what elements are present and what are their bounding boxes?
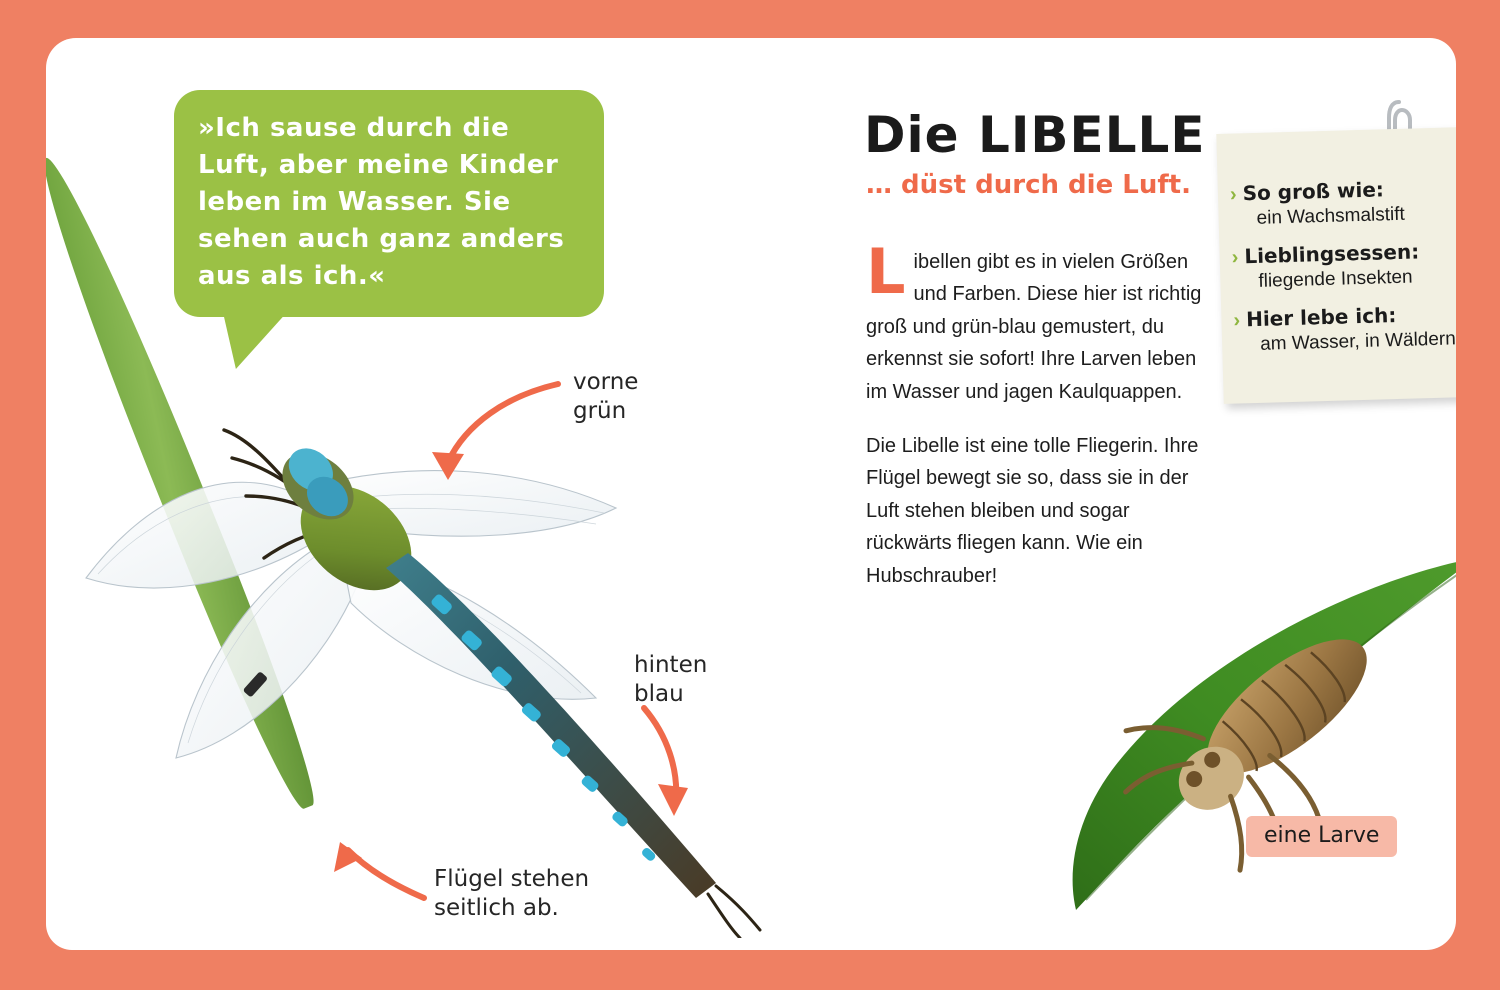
- fact-row: [1231, 238, 1456, 294]
- fact-value: ein Wachsmalstift: [1256, 203, 1406, 229]
- callout-vorne-line1: vorne: [573, 369, 639, 395]
- article-paragraph-2: Die Libelle ist eine tolle Fliegerin. Ihre Flügel bewegt sie so, dass sie in der Luft stehen bleiben und sogar rückwärts fliegen kann. Wie ein Hubschrauber!: [866, 434, 1199, 587]
- bullet-arrow-icon: ›: [1229, 183, 1237, 206]
- article-paragraph-1-text: ibellen gibt es in vielen Größen und Farben. Diese hier ist richtig groß und grün-blau gemustert, du erkennst sie sofort! Ihre Larven leben im Wasser und jagen Kaulquappen.: [866, 251, 1202, 403]
- speech-bubble-text: »Ich sause durch die Luft, aber meine Kinder leben im Wasser. Sie sehen auch ganz anders aus als ich.«: [198, 113, 565, 291]
- dragonfly-illustration: [56, 338, 816, 938]
- page-title: Die LIBELLE: [864, 106, 1206, 164]
- dragonfly-larva-illustration: [1046, 538, 1456, 928]
- article-column: [826, 38, 1456, 950]
- page-subtitle: … düst durch die Luft.: [866, 170, 1191, 200]
- callout-hinten-line1: hinten: [634, 652, 708, 678]
- callout-fluegel-seitlich: [434, 865, 589, 923]
- fact-value: fliegende Insekten: [1258, 266, 1413, 292]
- callout-hinten-line2: blau: [634, 680, 684, 707]
- callout-fluegel-line2: seitlich ab.: [434, 894, 559, 921]
- callout-vorne-line2: grün: [573, 397, 627, 424]
- drop-cap: L: [866, 235, 906, 308]
- article-paragraph-1: [866, 235, 1206, 408]
- callout-hinten-blau: [634, 651, 707, 709]
- callout-vorne-gruen: [573, 368, 638, 426]
- bullet-arrow-icon: ›: [1231, 246, 1239, 269]
- fact-key: So groß wie:: [1242, 177, 1385, 206]
- book-page-sheet: [46, 38, 1456, 950]
- callout-fluegel-line1: Flügel stehen: [434, 866, 590, 892]
- fact-note: [1216, 126, 1456, 404]
- fact-key: Lieblingsessen:: [1244, 239, 1420, 269]
- bullet-arrow-icon: ›: [1233, 309, 1241, 332]
- larva-caption: eine Larve: [1246, 816, 1397, 857]
- dragonfly-illustration-area: [46, 38, 836, 950]
- fact-row: [1233, 300, 1456, 356]
- fact-value: am Wasser, in Wäldern: [1259, 328, 1456, 355]
- fact-key: Hier lebe ich:: [1245, 303, 1397, 332]
- fact-row: [1230, 175, 1456, 231]
- speech-bubble: [174, 90, 604, 317]
